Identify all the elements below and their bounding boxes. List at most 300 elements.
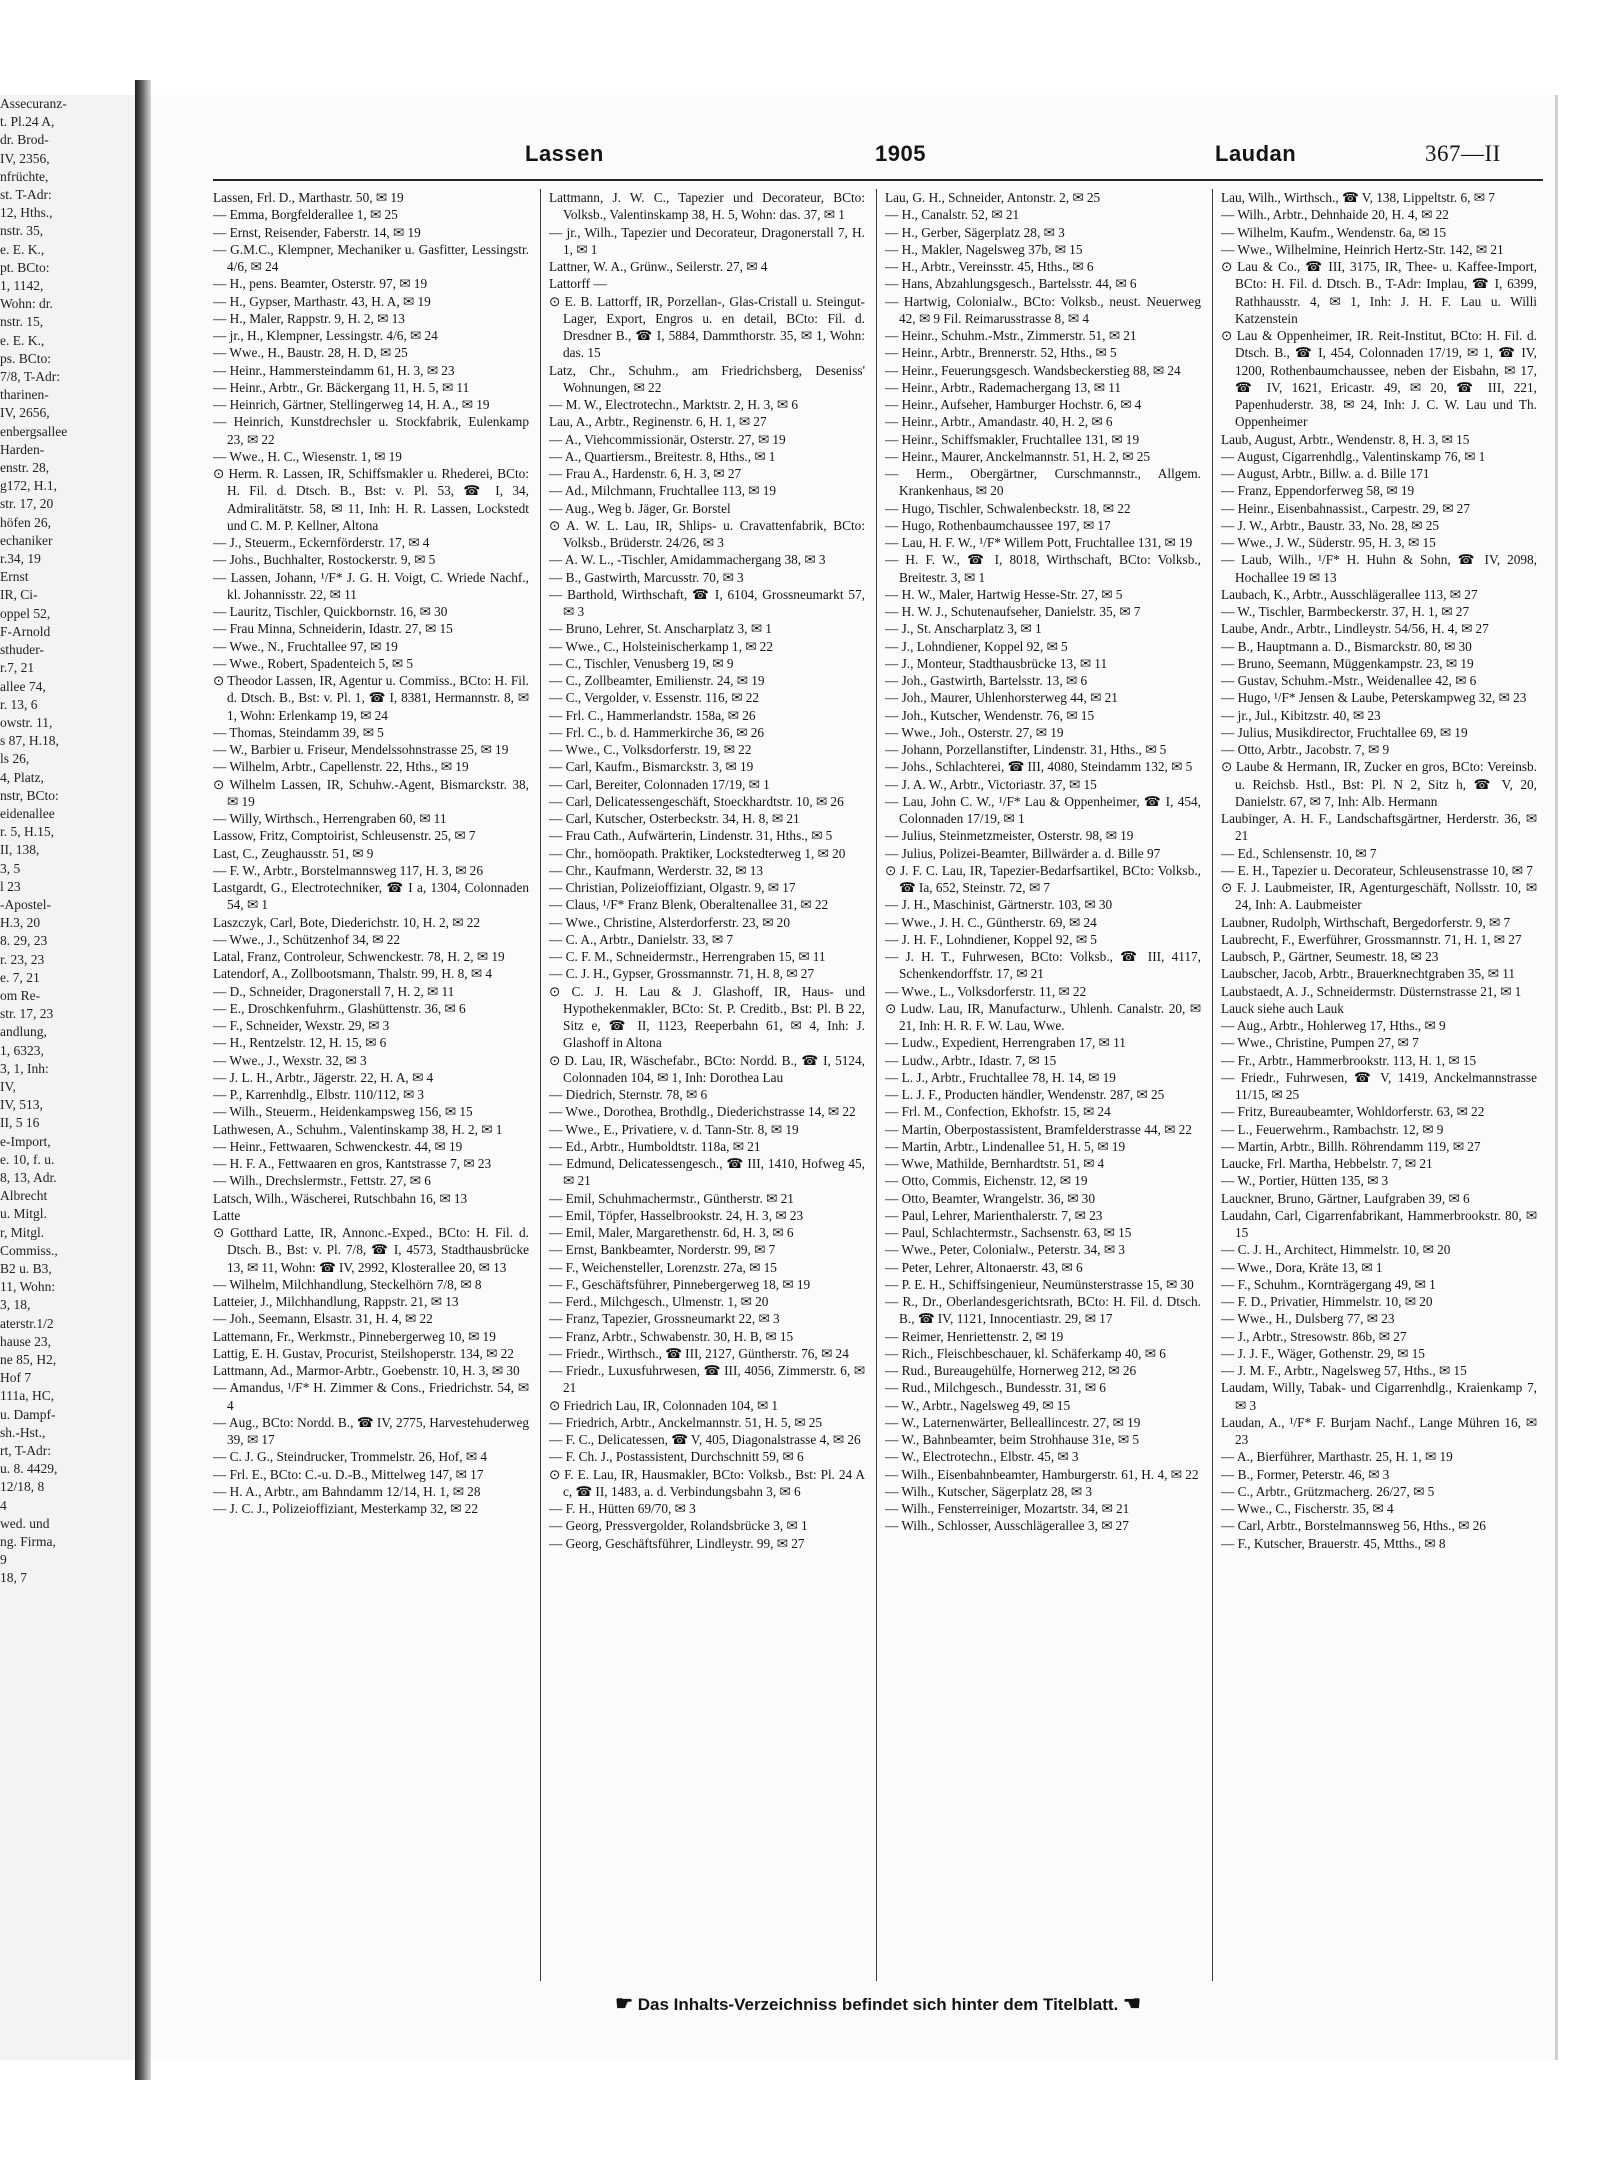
prev-page-line: 3, 5: [0, 860, 21, 876]
directory-entry: — C. J. H., Gypser, Grossmannstr. 71, H. 8, ✉ 27: [549, 966, 815, 982]
page-number: 367—II: [1425, 141, 1501, 166]
directory-entry: Lattemann, Fr., Werkmstr., Pinnebergerweg 10, ✉ 19: [213, 1328, 496, 1344]
directory-entry: — Wwe., Dora, Kräte 13, ✉ 1: [1221, 1259, 1383, 1275]
directory-entry: — P. E. H., Schiffsingenieur, Neumünsterstrasse 15, ✉ 30: [885, 1276, 1194, 1292]
directory-entry: — Wwe., Robert, Spadenteich 5, ✉ 5: [213, 655, 413, 671]
directory-entry: — Wwe., J., Wexstr. 32, ✉ 3: [213, 1052, 367, 1068]
book-gutter: [135, 80, 151, 2080]
directory-entry: — Emil, Töpfer, Hasselbrookstr. 24, H. 3, ✉ 23: [549, 1207, 804, 1223]
directory-entry: — Wilh., Fensterreiniger, Mozartstr. 34, ✉ 21: [885, 1501, 1130, 1516]
directory-entry: Laubsch, P., Gärtner, Seumestr. 18, ✉ 23: [1221, 949, 1439, 964]
directory-entry: — W., Arbtr., Nagelsweg 49, ✉ 15: [885, 1397, 1071, 1413]
directory-entry: Last, C., Zeughausstr. 51, ✉ 9: [213, 845, 374, 861]
directory-entry: — Heinr., Arbtr., Gr. Bäckergang 11, H. 5, ✉ 11: [213, 379, 470, 395]
prev-page-line: 3, 18,: [0, 1297, 31, 1313]
prev-page-line: 1, 6323,: [0, 1042, 44, 1058]
directory-page: [151, 95, 1558, 2060]
directory-entry: — Rich., Fleischbeschauer, kl. Schäferkamp 40, ✉ 6: [885, 1345, 1166, 1361]
directory-entry: — Chr., homöopath. Praktiker, Lockstedterweg 1, ✉ 20: [549, 845, 846, 861]
column-1: [213, 189, 529, 1981]
directory-entry: — H. F. A., Fettwaaren en gros, Kantstrasse 7, ✉ 23: [213, 1156, 492, 1171]
column-3: [885, 189, 1201, 1981]
prev-page-line: sthuder-: [0, 642, 44, 658]
prev-page-line: 4, Platz,: [0, 769, 44, 785]
prev-page-line: oppel 52,: [0, 605, 51, 621]
directory-entry: Latendorf, A., Zollbootsmann, Thalstr. 99, H. 8, ✉ 4: [213, 966, 493, 982]
directory-entry: — Otto, Beamter, Wrangelstr. 36, ✉ 30: [885, 1190, 1095, 1206]
directory-entry: Latteier, J., Milchhandlung, Rappstr. 21, ✉ 13: [213, 1294, 459, 1309]
directory-entry: Lauckner, Bruno, Gärtner, Laufgraben 39, ✉ 6: [1221, 1190, 1470, 1206]
directory-entry: ⊙ Lau & Co., ☎ III, 3175, IR, Thee- u. Kaffee-Import, BCto: H. Fil. d. Dtsch. B., T-Adr: Implau, ☎ I, 6399, Rathhausstr. 4, ✉ 1, Inh: J. H. F. Lau u. Willi Katzenstein: [1221, 259, 1537, 326]
directory-entry: — Paul, Schlachtermstr., Sachsenstr. 63, ✉ 15: [885, 1225, 1132, 1240]
directory-entry: Laubach, K., Arbtr., Ausschlägerallee 113, ✉ 27: [1221, 586, 1478, 602]
directory-entry: Lattmann, J. W. C., Tapezier und Decorateur, BCto: Volksb., Valentinskamp 38, H. 5, Wohn: das. 37, ✉ 1: [549, 190, 865, 223]
prev-page-line: 4: [0, 1497, 7, 1513]
directory-entry: — F. C., Delicatessen, ☎ V, 405, Diagonalstrasse 4, ✉ 26: [549, 1432, 861, 1447]
prev-page-line: nfrüchte,: [0, 168, 49, 184]
prev-page-line: allee 74,: [0, 678, 46, 694]
directory-entry: ⊙ Ludw. Lau, IR, Manufacturw., Uhlenh. Canalstr. 20, ✉ 21, Inh: H. R. F. W. Lau, Wwe.: [885, 1000, 1201, 1033]
directory-entry: — Fr., Arbtr., Hammerbrookstr. 113, H. 1, ✉ 15: [1221, 1052, 1477, 1068]
directory-entry: — H. W., Maler, Hartwig Hesse-Str. 27, ✉ 5: [885, 586, 1123, 602]
prev-page-line: nstr. 15,: [0, 314, 44, 330]
directory-entry: — Wwe., C., Holsteinischerkamp 1, ✉ 22: [549, 638, 773, 654]
directory-entry: — W., Electrotechn., Elbstr. 45, ✉ 3: [885, 1449, 1079, 1465]
directory-entry: — H., Canalstr. 52, ✉ 21: [885, 207, 1020, 223]
prev-page-line: 12/18, 8: [0, 1479, 45, 1495]
prev-page-line: Hof 7: [0, 1370, 32, 1386]
directory-entry: Latsch, Wilh., Wäscherei, Rutschbahn 16, ✉ 13: [213, 1190, 468, 1206]
prev-page-line: 3, 1, Inh:: [0, 1060, 49, 1076]
prev-page-line: eidenallee: [0, 805, 55, 821]
directory-entry: — Claus, ¹/F* Franz Blenk, Oberaltenallee 31, ✉ 22: [549, 897, 829, 913]
column-2: [549, 189, 865, 1981]
directory-entry: — Heinr., Eisenbahnassist., Carpestr. 29, ✉ 27: [1221, 500, 1470, 516]
directory-entry: — C. A., Arbtr., Danielstr. 33, ✉ 7: [549, 931, 734, 947]
directory-entry: — P., Karrenhdlg., Elbstr. 110/112, ✉ 3: [213, 1087, 425, 1102]
directory-entry: — Wwe, Mathilde, Bernhardtstr. 51, ✉ 4: [885, 1156, 1105, 1171]
directory-entry: — F., Weichensteller, Lorenzstr. 27a, ✉ 15: [549, 1259, 777, 1275]
prev-page-line: 9: [0, 1552, 7, 1568]
prev-page-line: ps. BCto:: [0, 350, 52, 366]
directory-entry: — W., Tischler, Barmbeckerstr. 37, H. 1, ✉ 27: [1221, 604, 1470, 619]
prev-page-line: r. 13, 6: [0, 696, 38, 712]
directory-entry: — Hugo, Tischler, Schwalenbeckstr. 18, ✉ 22: [885, 500, 1131, 516]
directory-entry: Lathwesen, A., Schuhm., Valentinskamp 38, H. 2, ✉ 1: [213, 1121, 503, 1137]
prev-page-line: 11, Wohn:: [0, 1279, 56, 1295]
directory-entry: — F., Geschäftsführer, Pinnebergerweg 18, ✉ 19: [549, 1276, 811, 1292]
directory-entry: — W., Barbier u. Friseur, Mendelssohnstrasse 25, ✉ 19: [213, 742, 509, 757]
directory-entry: — F. W., Arbtr., Borstelmannsweg 117, H. 3, ✉ 26: [213, 862, 483, 878]
directory-entry: ⊙ E. B. Lattorff, IR, Porzellan-, Glas-Cristall u. Steingut-Lager, Export, Engros u. en detail, BCto: Fil. d. Dresdner B., ☎ I, 5884, Dammthorstr. 35, ✉ 1, Wohn: das. 15: [549, 293, 865, 361]
directory-entry: — Heinr., Arbtr., Rademachergang 13, ✉ 11: [885, 379, 1122, 395]
directory-entry: — Reimer, Henriettenstr. 2, ✉ 19: [885, 1328, 1064, 1344]
directory-entry: — Ed., Arbtr., Humboldtstr. 118a, ✉ 21: [549, 1138, 761, 1154]
prev-page-line: str. 17, 23: [0, 1006, 54, 1022]
directory-entry: — Lau, H. F. W., ¹/F* Willem Pott, Fruchtallee 131, ✉ 19: [885, 535, 1193, 550]
directory-entry: — Lau, John C. W., ¹/F* Lau & Oppenheimer, ☎ I, 454, Colonnaden 17/19, ✉ 1: [885, 793, 1201, 826]
directory-entry: — J. H. T., Fuhrwesen, BCto: Volksb., ☎ III, 4117, Schenkendorffstr. 17, ✉ 21: [885, 949, 1201, 982]
directory-entry: — Barthold, Wirthschaft, ☎ I, 6104, Grossneumarkt 57, ✉ 3: [549, 586, 865, 619]
directory-entry: — Heinr., Arbtr., Brennerstr. 52, Hths., ✉ 5: [885, 345, 1117, 361]
directory-entry: — Ludw., Arbtr., Idastr. 7, ✉ 15: [885, 1052, 1057, 1068]
prev-page-line: Commiss.,: [0, 1242, 58, 1258]
directory-entry: ⊙ Gotthard Latte, IR, Annonc.-Exped., BCto: H. Fil. d. Dtsch. B., Bst: v. Pl. 7/8, ☎ I, 4573, Stadthausbrücke 13, ✉ 11, Wohn: ☎ IV, 2992, Klosterallee 20, ✉ 13: [213, 1225, 529, 1275]
directory-entry: ⊙ D. Lau, IR, Wäschefabr., BCto: Nordd. B., ☎ I, 5124, Colonnaden 104, ✉ 1, Inh: Dorothea Lau: [549, 1052, 865, 1085]
directory-entry: — F. H., Hütten 69/70, ✉ 3: [549, 1501, 696, 1516]
directory-entry: — Friedr., Fuhrwesen, ☎ V, 1419, Anckelmannstrasse 11/15, ✉ 25: [1221, 1069, 1537, 1102]
prev-page-line: IR, Ci-: [0, 587, 38, 603]
directory-entry: Lattorff —: [549, 276, 607, 292]
directory-entry: — Hans, Abzahlungsgesch., Bartelsstr. 44, ✉ 6: [885, 276, 1137, 292]
directory-entry: — Joh., Kutscher, Wendenstr. 76, ✉ 15: [885, 707, 1095, 723]
directory-entry: — Wwe., H., Baustr. 28, H. D, ✉ 25: [213, 345, 408, 361]
directory-entry: — Wwe., H. C., Wiesenstr. 1, ✉ 19: [213, 448, 402, 464]
directory-entry: — Friedr., Wirthsch., ☎ III, 2127, Güntherstr. 76, ✉ 24: [549, 1345, 849, 1361]
directory-entry: — Peter, Lehrer, Altonaerstr. 43, ✉ 6: [885, 1259, 1083, 1275]
prev-page-line: andlung,: [0, 1024, 47, 1040]
directory-entry: — H. W. J., Schutenaufseher, Danielstr. 35, ✉ 7: [885, 604, 1141, 619]
directory-entry: — F., Kutscher, Brauerstr. 45, Mtths., ✉ 8: [1221, 1535, 1446, 1551]
directory-entry: Latal, Franz, Controleur, Schwenckestr. 78, H. 2, ✉ 19: [213, 949, 505, 964]
directory-entry: — Wwe., J. W., Süderstr. 95, H. 3, ✉ 15: [1221, 535, 1436, 550]
prev-page-line: H.3, 20: [0, 915, 41, 931]
directory-entry: — Ferd., Milchgesch., Ulmenstr. 1, ✉ 20: [549, 1294, 769, 1309]
directory-entry: — B., Gastwirth, Marcusstr. 70, ✉ 3: [549, 569, 744, 585]
directory-entry: — Heinr., Fettwaaren, Schwenckestr. 44, ✉ 19: [213, 1138, 463, 1154]
directory-entry: — Martin, Arbtr., Billh. Röhrendamm 119, ✉ 27: [1221, 1138, 1481, 1154]
directory-entry: — Frl. C., Hammerlandstr. 158a, ✉ 26: [549, 707, 756, 723]
directory-entry: — Wilh., Drechslermstr., Fettstr. 27, ✉ 6: [213, 1173, 431, 1189]
directory-entry: — H., pens. Beamter, Osterstr. 97, ✉ 19: [213, 276, 428, 292]
directory-entry: — C., Arbtr., Grützmacherg. 26/27, ✉ 5: [1221, 1483, 1435, 1499]
directory-entry: — C., Vergolder, v. Essenstr. 116, ✉ 22: [549, 690, 760, 706]
directory-entry: — Bruno, Lehrer, St. Anscharplatz 3, ✉ 1: [549, 621, 772, 637]
directory-entry: — E., Droschkenfuhrm., Glashüttenstr. 36, ✉ 6: [213, 1000, 466, 1016]
directory-entry: — Paul, Lehrer, Marienthalerstr. 7, ✉ 23: [885, 1207, 1103, 1223]
directory-entry: Laubscher, Jacob, Arbtr., Brauerknechtgraben 35, ✉ 11: [1221, 966, 1516, 982]
footer-text: Das Inhalts-Verzeichniss befindet sich hinter dem Titelblatt.: [637, 1995, 1119, 2014]
directory-entry: — Johs., Buchhalter, Rostockerstr. 9, ✉ 5: [213, 552, 436, 568]
prev-page-line: ne 85, H2,: [0, 1352, 57, 1368]
directory-entry: — Lauritz, Tischler, Quickbornstr. 16, ✉ 30: [213, 604, 448, 619]
directory-entry: — Diedrich, Sternstr. 78, ✉ 6: [549, 1087, 708, 1102]
prev-page-line: sh.-Hst.,: [0, 1424, 46, 1440]
directory-entry: — C. J. G., Steindrucker, Trommelstr. 26, Hof, ✉ 4: [213, 1449, 487, 1465]
directory-entry: — J. W., Arbtr., Baustr. 33, No. 28, ✉ 25: [1221, 517, 1439, 533]
directory-entry: — Georg, Geschäftsführer, Lindleystr. 99, ✉ 27: [549, 1535, 805, 1551]
running-header: [213, 141, 1543, 181]
prev-page-line: pt. BCto:: [0, 259, 50, 275]
directory-entry: — Heinrich, Gärtner, Stellingerweg 14, H. A., ✉ 19: [213, 397, 490, 412]
directory-entry: — Franz, Eppendorferweg 58, ✉ 19: [1221, 483, 1415, 499]
directory-entry: — Amandus, ¹/F* H. Zimmer & Cons., Friedrichstr. 54, ✉ 4: [213, 1380, 529, 1413]
directory-entry: — Wilh., Schlosser, Ausschlägerallee 3, ✉ 27: [885, 1518, 1129, 1534]
directory-entry: — Emil, Maler, Margarethenstr. 6d, H. 3, ✉ 6: [549, 1225, 794, 1240]
directory-entry: — Wwe., Christine, Alsterdorferstr. 23, ✉ 20: [549, 914, 790, 930]
directory-entry: — J., St. Anscharplatz 3, ✉ 1: [885, 621, 1042, 637]
directory-entry: — Hartwig, Colonialw., BCto: Volksb., neust. Neuerweg 42, ✉ 9 Fil. Reimarusstrasse 8, ✉ 4: [885, 293, 1201, 326]
directory-entry: Laube, Andr., Arbtr., Lindleystr. 54/56, H. 4, ✉ 27: [1221, 621, 1489, 637]
directory-entry: — August, Cigarrenhdlg., Valentinskamp 76, ✉ 1: [1221, 448, 1486, 464]
directory-entry: — Wilh., Kutscher, Sägerplatz 28, ✉ 3: [885, 1483, 1093, 1499]
directory-entry: — Wwe., J. H. C., Güntherstr. 69, ✉ 24: [885, 914, 1097, 930]
directory-entry: — J., Arbtr., Stresowstr. 86b, ✉ 27: [1221, 1328, 1407, 1344]
directory-entry: Laudahn, Carl, Cigarrenfabrikant, Hammerbrookstr. 80, ✉ 15: [1221, 1207, 1537, 1240]
prev-page-line: om Re-: [0, 987, 41, 1003]
directory-entry: — J. H. F., Lohndiener, Koppel 92, ✉ 5: [885, 931, 1097, 947]
directory-entry: — A. W. L., -Tischler, Amidammachergang 38, ✉ 3: [549, 552, 826, 568]
directory-entry: — Franz, Tapezier, Grossneumarkt 22, ✉ 3: [549, 1311, 780, 1327]
directory-entry: — Julius, Steinmetzmeister, Osterstr. 98, ✉ 19: [885, 828, 1134, 844]
directory-entry: — Joh., Gastwirth, Bartelsstr. 13, ✉ 6: [885, 673, 1088, 688]
directory-entry: — Bruno, Seemann, Müggenkampstr. 23, ✉ 19: [1221, 655, 1474, 671]
directory-entry: — H., Maler, Rappstr. 9, H. 2, ✉ 13: [213, 310, 405, 326]
directory-entry: — F. D., Privatier, Himmelstr. 10, ✉ 20: [1221, 1294, 1433, 1309]
prev-page-line: wed. und: [0, 1515, 50, 1531]
directory-entry: — Lassen, Johann, ¹/F* J. G. H. Voigt, C. Wriede Nachf., kl. Johannisstr. 22, ✉ 11: [213, 569, 529, 602]
directory-entry: — Wwe., Wilhelmine, Heinrich Hertz-Str. 142, ✉ 21: [1221, 241, 1504, 257]
directory-entry: — M. W., Electrotechn., Marktstr. 2, H. 3, ✉ 6: [549, 397, 798, 412]
page-edge: [1555, 95, 1558, 2060]
prev-page-line: IV, 2356,: [0, 150, 50, 166]
directory-entry: — Fritz, Bureaubeamter, Wohldorferstr. 63, ✉ 22: [1221, 1104, 1485, 1120]
directory-entry: — D., Schneider, Dragonerstall 7, H. 2, ✉ 11: [213, 983, 455, 999]
directory-entry: — B., Former, Peterstr. 46, ✉ 3: [1221, 1466, 1390, 1482]
directory-entry: ⊙ J. F. C. Lau, IR, Tapezier-Bedarfsartikel, BCto: Volksb., ☎ Ia, 652, Steinstr. 72, ✉ 7: [885, 862, 1201, 895]
prev-page-line: Harden-: [0, 441, 45, 457]
directory-entry: — Christian, Polizeioffiziant, Olgastr. 9, ✉ 17: [549, 880, 796, 895]
directory-columns: [213, 189, 1543, 1981]
directory-entry: — Wwe., N., Fruchtallee 97, ✉ 19: [213, 638, 398, 654]
directory-entry: Laucke, Frl. Martha, Hebbelstr. 7, ✉ 21: [1221, 1156, 1433, 1171]
prev-page-line: r. 23, 23: [0, 951, 45, 967]
directory-entry: Lau, Wilh., Wirthsch., ☎ V, 138, Lippeltstr. 6, ✉ 7: [1221, 190, 1495, 205]
directory-entry: — Julius, Polizei-Beamter, Billwärder a. d. Bille 97: [885, 845, 1161, 861]
directory-entry: — A., Viehcommissionär, Osterstr. 27, ✉ 19: [549, 431, 786, 447]
directory-entry: — Wilh., Steuerm., Heidenkampsweg 156, ✉ 15: [213, 1104, 473, 1120]
directory-entry: — Heinrich, Kunstdrechsler u. Stockfabrik, Eulenkamp 23, ✉ 22: [213, 414, 529, 447]
prev-page-line: tharinen-: [0, 387, 49, 403]
directory-entry: — H., Gypser, Marthastr. 43, H. A, ✉ 19: [213, 293, 431, 309]
header-rule: [213, 179, 1543, 181]
prev-page-line: 8. 29, 23: [0, 933, 48, 949]
directory-entry: — L. J., Arbtr., Fruchtallee 78, H. 14, ✉ 19: [885, 1069, 1116, 1085]
directory-entry: — Heinr., Feuerungsgesch. Wandsbeckerstieg 88, ✉ 24: [885, 362, 1181, 378]
directory-entry: — W., Portier, Hütten 135, ✉ 3: [1221, 1173, 1389, 1189]
prev-page-line: e. E. K.,: [0, 332, 45, 348]
column-divider: [876, 189, 877, 1981]
prev-page-line: 1, 1142,: [0, 278, 44, 294]
prev-page-line: g172, H.1,: [0, 478, 57, 494]
column-divider: [540, 189, 541, 1981]
directory-entry: — H., Makler, Nagelsweg 37b, ✉ 15: [885, 241, 1083, 257]
prev-page-line: u. Mitgl.: [0, 1206, 47, 1222]
directory-entry: — jr., Jul., Kibitzstr. 40, ✉ 23: [1221, 707, 1381, 723]
column-divider: [1212, 189, 1213, 1981]
footer-notice: [213, 1991, 1543, 2016]
directory-entry: ⊙ F. E. Lau, IR, Hausmakler, BCto: Volksb., Bst: Pl. 24 A c, ☎ II, 1483, a. d. Verbindungsbahn 3, ✉ 6: [549, 1466, 865, 1499]
directory-entry: — C., Zollbeamter, Emilienstr. 24, ✉ 19: [549, 673, 765, 688]
prev-page-line: echaniker: [0, 532, 53, 548]
directory-entry: — Otto, Commis, Eichenstr. 12, ✉ 19: [885, 1173, 1088, 1189]
prev-page-line: e. E. K.,: [0, 241, 45, 257]
directory-entry: — J., Lohndiener, Koppel 92, ✉ 5: [885, 638, 1068, 654]
directory-entry: — B., Hauptmann a. D., Bismarckstr. 80, ✉ 30: [1221, 638, 1472, 654]
directory-entry: — Aug., Weg b. Jäger, Gr. Borstel: [549, 500, 731, 516]
directory-entry: — F. Ch. J., Postassistent, Durchschnitt 59, ✉ 6: [549, 1449, 804, 1465]
header-year: 1905: [875, 141, 926, 166]
column-4: [1221, 189, 1537, 1981]
prev-page-line: 12, Hths.,: [0, 205, 53, 221]
prev-page-line: st. T-Adr:: [0, 187, 52, 203]
directory-entry: — Aug., Arbtr., Hohlerweg 17, Hths., ✉ 9: [1221, 1018, 1446, 1033]
directory-entry: — Heinr., Maurer, Anckelmannstr. 51, H. 2, ✉ 25: [885, 448, 1151, 464]
prev-page-line: Ernst: [0, 569, 29, 585]
prev-page-line: s 87, H.18,: [0, 733, 59, 749]
prev-page-line: 111a, HC,: [0, 1388, 55, 1404]
directory-entry: — J. M. F., Arbtr., Nagelsweg 57, Hths., ✉ 15: [1221, 1363, 1467, 1378]
directory-entry: — Frau Minna, Schneiderin, Idastr. 27, ✉ 15: [213, 621, 453, 637]
directory-entry: — Chr., Kaufmann, Werderstr. 32, ✉ 13: [549, 862, 764, 878]
prev-page-line: str. 17, 20: [0, 496, 54, 512]
directory-entry: — Heinr., Hammersteindamm 61, H. 3, ✉ 23: [213, 362, 455, 378]
directory-entry: Laub, August, Arbtr., Wendenstr. 8, H. 3, ✉ 15: [1221, 431, 1470, 447]
prev-page-line: II, 138,: [0, 842, 40, 858]
directory-entry: — Rud., Bureaugehülfe, Hornerweg 212, ✉ 26: [885, 1363, 1137, 1378]
directory-entry: — Franz, Arbtr., Schwabenstr. 30, H. B, ✉ 15: [549, 1328, 794, 1344]
directory-entry: ⊙ Wilhelm Lassen, IR, Schuhw.-Agent, Bismarckstr. 38, ✉ 19: [213, 776, 529, 809]
directory-entry: Lau, A., Arbtr., Reginenstr. 6, H. 1, ✉ 27: [549, 414, 767, 430]
directory-entry: — Aug., BCto: Nordd. B., ☎ IV, 2775, Harvestehuderweg 39, ✉ 17: [213, 1414, 529, 1447]
directory-entry: — jr., Wilh., Tapezier und Decorateur, Dragonerstall 7, H. 1, ✉ 1: [549, 224, 865, 257]
directory-entry: — Carl, Delicatessengeschäft, Stoeckhardtstr. 10, ✉ 26: [549, 793, 844, 809]
directory-entry: — W., Laternenwärter, Belleallincestr. 27, ✉ 19: [885, 1414, 1141, 1430]
directory-entry: — Herm., Obergärtner, Curschmannstr., Allgem. Krankenhaus, ✉ 20: [885, 466, 1201, 499]
directory-entry: Laubinger, A. H. F., Landschaftsgärtner, Herderstr. 36, ✉ 21: [1221, 811, 1537, 844]
directory-entry: — Carl, Kaufm., Bismarckstr. 3, ✉ 19: [549, 759, 754, 775]
directory-entry: — L., Feuerwehrm., Rambachstr. 12, ✉ 9: [1221, 1121, 1444, 1137]
directory-entry: — Joh., Maurer, Uhlenhorsterweg 44, ✉ 21: [885, 690, 1118, 706]
prev-page-line: Wohn: dr.: [0, 296, 53, 312]
directory-entry: — Wilhelm, Arbtr., Capellenstr. 22, Hths., ✉ 19: [213, 759, 469, 775]
directory-entry: Latz, Chr., Schuhm., am Friedrichsberg, Deseniss' Wohnungen, ✉ 22: [549, 362, 865, 395]
directory-entry: — Frl. E., BCto: C.-u. D.-B., Mittelweg 147, ✉ 17: [213, 1466, 484, 1482]
pointing-hand-icon: ☚: [1123, 1993, 1141, 2015]
directory-entry: — Ernst, Reisender, Faberstr. 14, ✉ 19: [213, 224, 421, 240]
directory-entry: — G.M.C., Klempner, Mechaniker u. Gasfitter, Lessingstr. 4/6, ✉ 24: [213, 241, 529, 274]
prev-page-line: rt, T-Adr:: [0, 1443, 52, 1459]
prev-page-line: r, Mitgl.: [0, 1224, 45, 1240]
directory-entry: — August, Arbtr., Billw. a. d. Bille 171: [1221, 466, 1430, 481]
directory-entry: — L. J. F., Producten händler, Wendenstr. 287, ✉ 25: [885, 1087, 1165, 1102]
directory-entry: — Ludw., Expedient, Herrengraben 17, ✉ 11: [885, 1035, 1126, 1051]
prev-page-line: ls 26,: [0, 751, 30, 767]
directory-entry: — Wwe., Dorothea, Brothdlg., Diederichstrasse 14, ✉ 22: [549, 1104, 856, 1120]
directory-entry: Latte: [213, 1207, 241, 1223]
directory-entry: ⊙ Friedrich Lau, IR, Colonnaden 104, ✉ 1: [549, 1397, 779, 1413]
directory-entry: ⊙ A. W. L. Lau, IR, Shlips- u. Cravattenfabrik, BCto: Volksb., Brüderstr. 24/26, ✉ 3: [549, 517, 865, 550]
directory-entry: — J. C. J., Polizeioffiziant, Mesterkamp 32, ✉ 22: [213, 1501, 478, 1516]
directory-entry: ⊙ Lau & Oppenheimer, IR. Reit-Institut, BCto: H. Fil. d. Dtsch. B., ☎ I, 454, Colonnaden 17/19, ✉ 1, ☎ IV, 1200, Rothenbaumchaussee, neben der Eisbahn, ✉ 17, ☎ IV, 1621, Ericastr. 49, ✉ 20, ☎ III, 221, Papenhuderstr. 38, ✉ 24, Inh: J. C. W. Lau und Th. Oppenheimer: [1221, 328, 1537, 430]
prev-page-line: 7/8, T-Adr:: [0, 369, 61, 385]
directory-entry: — Emil, Schuhmachermstr., Güntherstr. ✉ 21: [549, 1190, 794, 1206]
directory-entry: Laudan, A., ¹/F* F. Burjam Nachf., Lange Mühren 16, ✉ 23: [1221, 1414, 1537, 1447]
directory-entry: — Emma, Borgfelderallee 1, ✉ 25: [213, 207, 398, 223]
prev-page-line: F-Arnold: [0, 623, 51, 639]
directory-entry: — Ad., Milchmann, Fruchtallee 113, ✉ 19: [549, 483, 777, 499]
prev-page-line: ng. Firma,: [0, 1534, 56, 1550]
header-last-entry: Laudan: [1215, 141, 1297, 166]
directory-entry: ⊙ Laube & Hermann, IR, Zucker en gros, BCto: Vereinsb. u. Reichsb. Hstl., Bst: Pl. N 2, Sitz h, ☎ V, 20, Danielstr. 67, ✉ 7, Inh: Alb. Hermann: [1221, 759, 1537, 809]
directory-entry: — H., Gerber, Sägerplatz 28, ✉ 3: [885, 224, 1065, 240]
directory-entry: Lattig, E. H. Gustav, Procurist, Steilshoperstr. 134, ✉ 22: [213, 1345, 514, 1361]
prev-page-line: dr. Brod-: [0, 132, 49, 148]
directory-entry: — J. J. F., Wäger, Gothenstr. 29, ✉ 15: [1221, 1345, 1425, 1361]
directory-entry: — Wwe., H., Dulsberg 77, ✉ 23: [1221, 1311, 1395, 1327]
directory-entry: — J. L. H., Arbtr., Jägerstr. 22, H. A, ✉ 4: [213, 1069, 434, 1085]
directory-entry: ⊙ Herm. R. Lassen, IR, Schiffsmakler u. Rhederei, BCto: H. Fil. d. Dtsch. B., Bst: v. Pl. 53, ☎ I, 34, Admiralitätstr. 58, ✉ 11, Inh: H. R. Lassen, Lockstedt und C. M. P. Kellner, Altona: [213, 466, 529, 533]
directory-entry: — Martin, Oberpostassistent, Bramfelderstrasse 44, ✉ 22: [885, 1121, 1192, 1137]
directory-entry: Lattner, W. A., Grünw., Seilerstr. 27, ✉ 4: [549, 259, 768, 274]
directory-entry: — H. F. W., ☎ I, 8018, Wirthschaft, BCto: Volksb., Breitestr. 3, ✉ 1: [885, 552, 1201, 585]
directory-entry: — Hugo, Rothenbaumchaussee 197, ✉ 17: [885, 517, 1111, 533]
directory-entry: — E. H., Tapezier u. Decorateur, Schleusenstrasse 10, ✉ 7: [1221, 862, 1533, 878]
directory-entry: — Heinr., Schuhm.-Mstr., Zimmerstr. 51, ✉ 21: [885, 328, 1137, 343]
directory-entry: — Frau A., Hardenstr. 6, H. 3, ✉ 27: [549, 466, 742, 481]
directory-entry: Lattmann, Ad., Marmor-Arbtr., Goebenstr. 10, H. 3, ✉ 30: [213, 1363, 520, 1378]
directory-entry: — Edmund, Delicatessengesch., ☎ III, 1410, Hofweg 45, ✉ 21: [549, 1156, 865, 1189]
prev-page-line: IV,: [0, 1078, 16, 1094]
directory-entry: — Wwe., C., Volksdorferstr. 19, ✉ 22: [549, 742, 752, 757]
prev-page-line: r. 5, H.15,: [0, 824, 54, 840]
directory-entry: — H., Arbtr., Vereinsstr. 45, Hths., ✉ 6: [885, 259, 1094, 274]
directory-entry: — Wilhelm, Kaufm., Wendenstr. 6a, ✉ 15: [1221, 224, 1447, 240]
directory-entry: — J. H., Maschinist, Gärtnerstr. 103, ✉ 30: [885, 897, 1113, 913]
directory-entry: — J. A. W., Arbtr., Victoriastr. 37, ✉ 15: [885, 776, 1097, 792]
directory-entry: — Carl, Kutscher, Osterbeckstr. 34, H. 8, ✉ 21: [549, 811, 800, 826]
directory-entry: — Heinr., Aufseher, Hamburger Hochstr. 6, ✉ 4: [885, 397, 1142, 412]
directory-entry: — Hugo, ¹/F* Jensen & Laube, Peterskampweg 32, ✉ 23: [1221, 690, 1527, 706]
directory-entry: — A., Quartiersm., Breitestr. 8, Hths., ✉ 1: [549, 448, 776, 464]
prev-page-line: II, 5 16: [0, 1115, 40, 1131]
prev-page-line: enbergsallee: [0, 423, 68, 439]
prev-page-line: nstr. 35,: [0, 223, 44, 239]
directory-entry: — Johann, Porzellanstifter, Lindenstr. 31, Hths., ✉ 5: [885, 742, 1167, 757]
directory-entry: Lastgardt, G., Electrotechniker, ☎ I a, 1304, Colonnaden 54, ✉ 1: [213, 880, 529, 913]
directory-entry: — Johs., Schlachterei, ☎ III, 4080, Steindamm 132, ✉ 5: [885, 759, 1193, 775]
prev-page-line: nstr, BCto:: [0, 787, 59, 803]
directory-entry: — Julius, Musikdirector, Fruchtallee 69, ✉ 19: [1221, 724, 1468, 740]
directory-entry: — Otto, Arbtr., Jacobstr. 7, ✉ 9: [1221, 742, 1390, 757]
directory-entry: — Wwe., Christine, Pumpen 27, ✉ 7: [1221, 1035, 1419, 1051]
prev-page-line: 8, 13, Adr.: [0, 1169, 57, 1185]
prev-page-line: B2 u. B3,: [0, 1261, 52, 1276]
directory-entry: — Wilh., Eisenbahnbeamter, Hamburgerstr. 61, H. 4, ✉ 22: [885, 1466, 1199, 1482]
prev-page-line: t. Pl.24 A,: [0, 114, 55, 130]
directory-entry: Lauck siehe auch Lauk: [1221, 1000, 1344, 1016]
directory-entry: — Heinr., Arbtr., Amandastr. 40, H. 2, ✉ 6: [885, 414, 1113, 430]
directory-entry: — Wwe., Joh., Osterstr. 27, ✉ 19: [885, 724, 1064, 740]
directory-entry: — Wilhelm, Milchhandlung, Steckelhörn 7/8, ✉ 8: [213, 1276, 482, 1292]
directory-entry: — Joh., Seemann, Elsastr. 31, H. 4, ✉ 22: [213, 1311, 433, 1327]
prev-page-line: -Apostel-: [0, 896, 51, 912]
directory-entry: — Wwe., J., Schützenhof 34, ✉ 22: [213, 931, 401, 947]
directory-entry: Laudam, Willy, Tabak- und Cigarrenhdlg., Kraienkamp 7, ✉ 3: [1221, 1380, 1537, 1413]
directory-entry: — Carl, Bereiter, Colonnaden 17/19, ✉ 1: [549, 776, 770, 792]
directory-entry: Lau, G. H., Schneider, Antonstr. 2, ✉ 25: [885, 190, 1101, 205]
directory-entry: — Frau Cath., Aufwärterin, Lindenstr. 31, Hths., ✉ 5: [549, 828, 833, 844]
